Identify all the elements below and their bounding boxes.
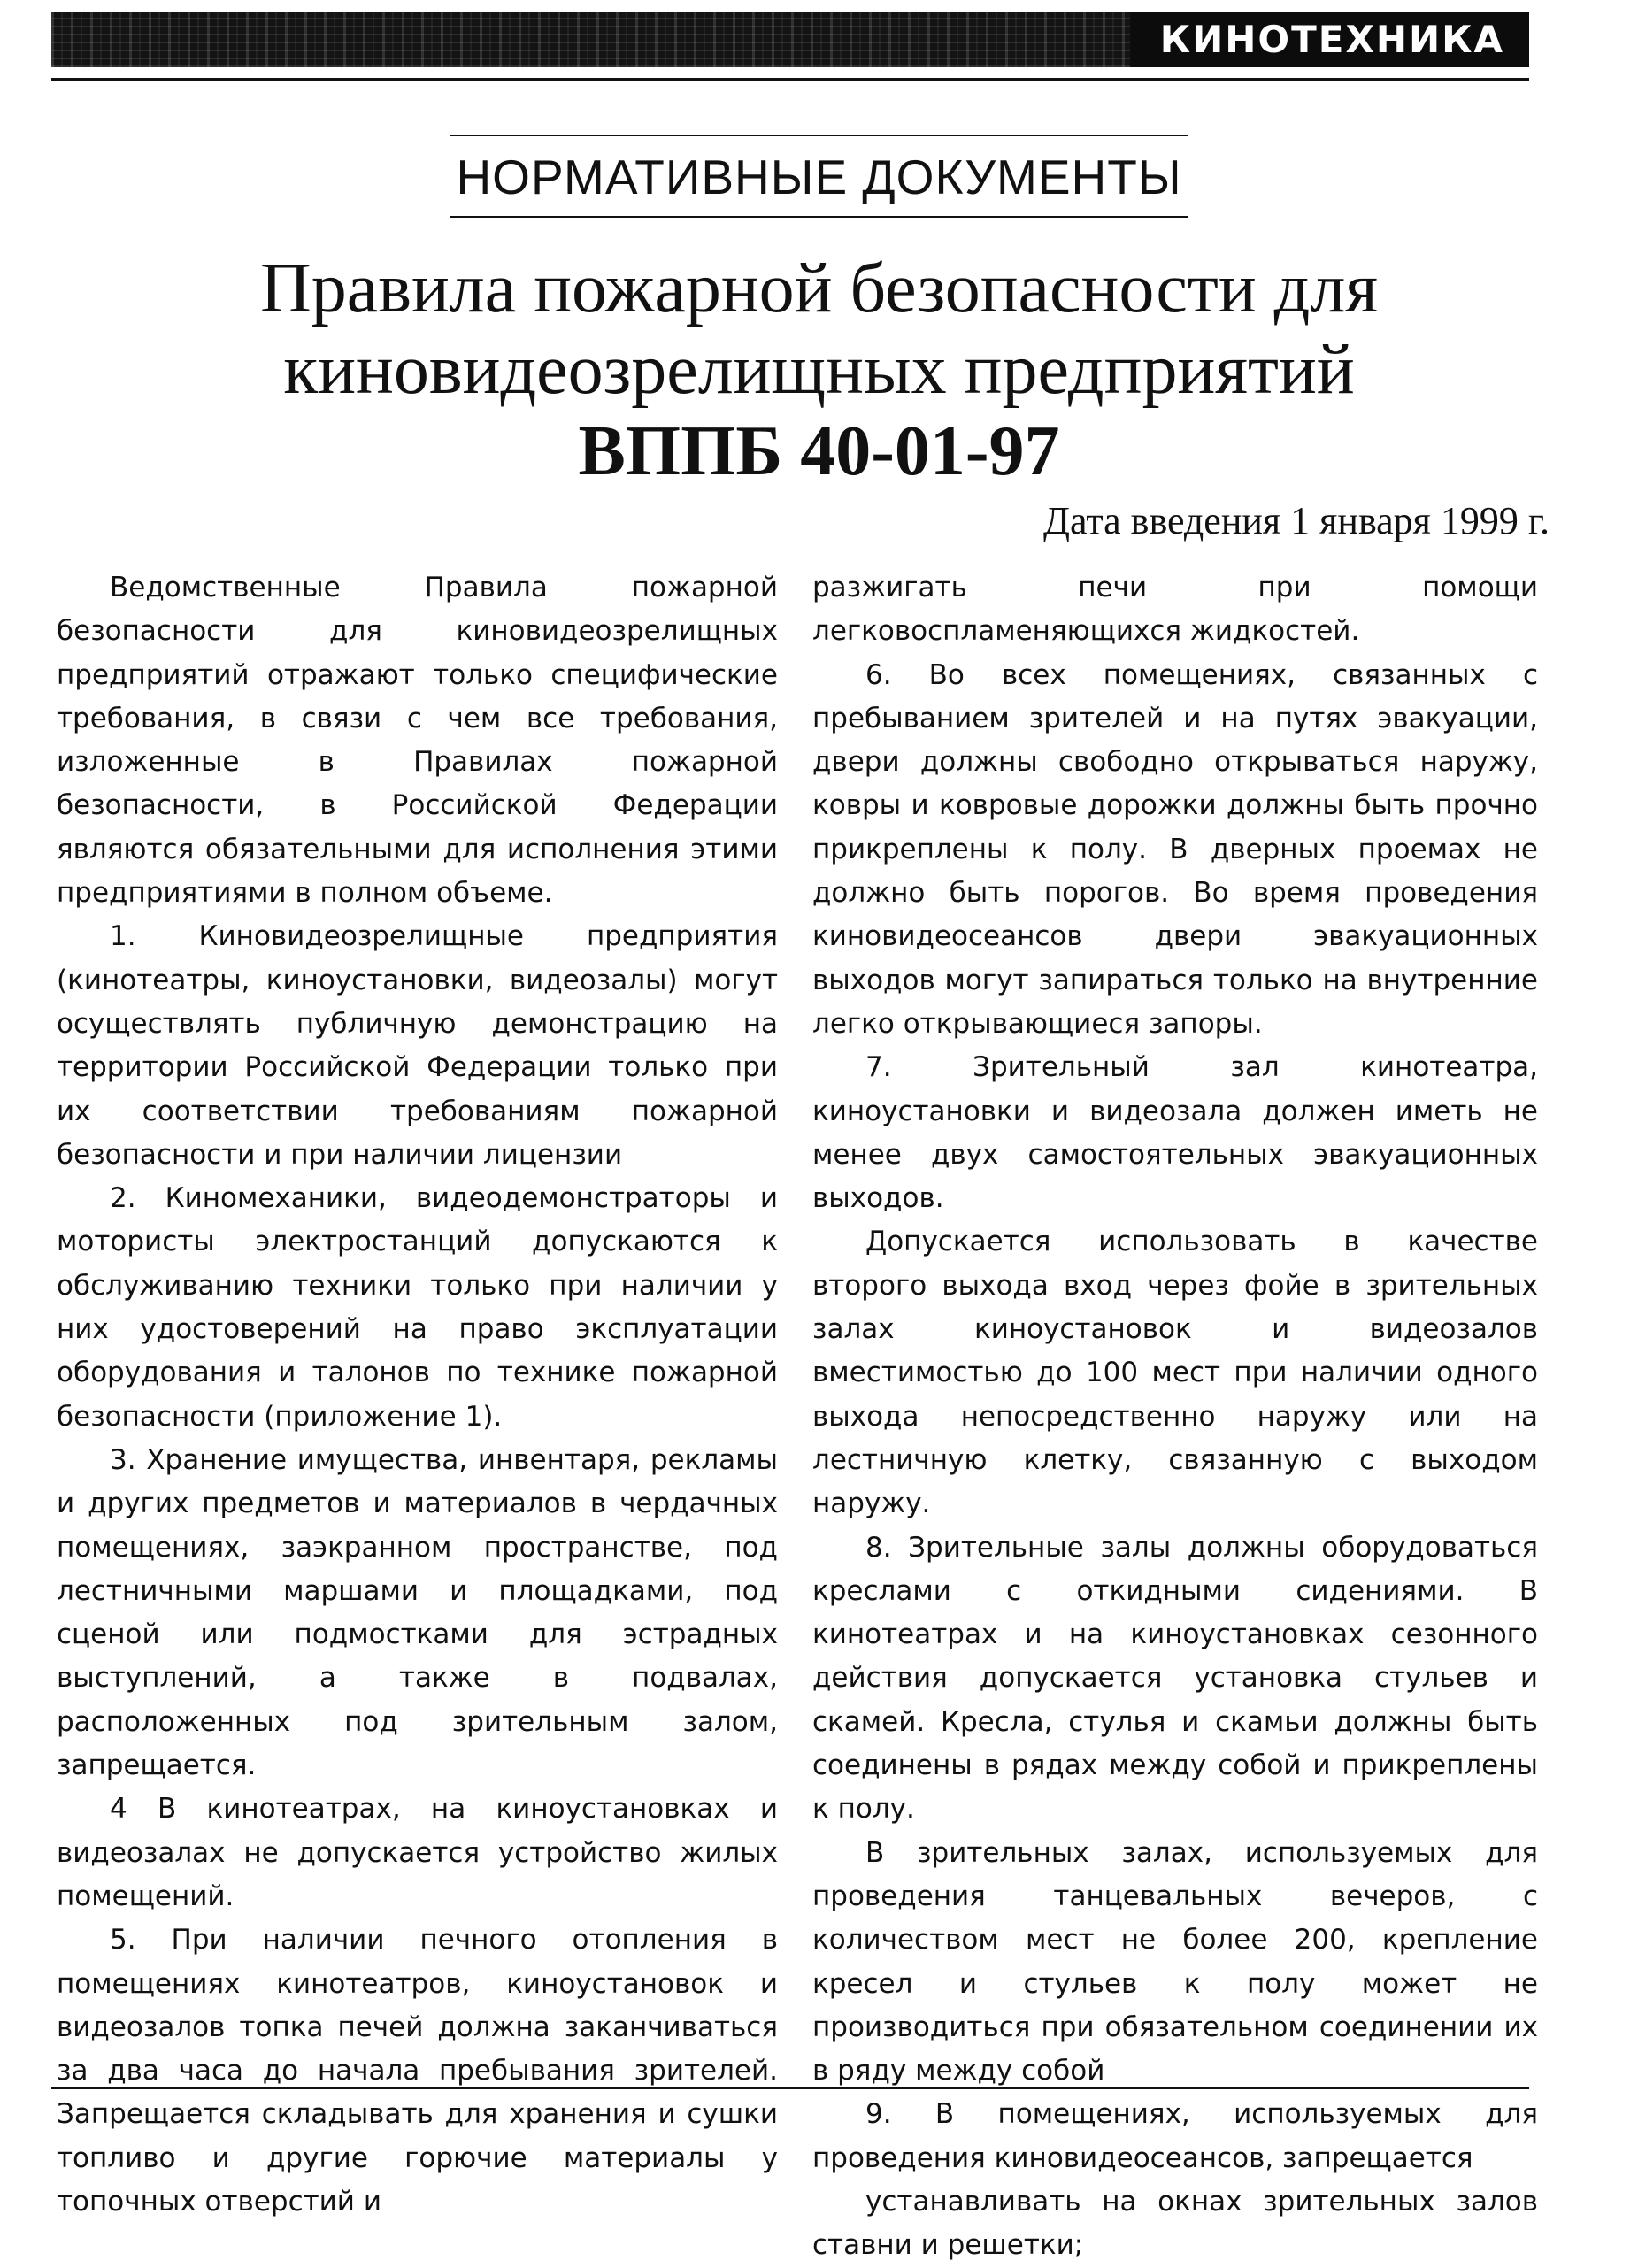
title-line-1: Правила пожарной безопасности для: [259, 250, 1379, 327]
left-column: [57, 566, 778, 2224]
clause-3: 3. Хранение имущества, инвентаря, рекламы и других предметов и материалов в чердачных помещениях, заэкранном пространстве, под лестничными маршами и площадками, под сценой или подмостками для эстрадных выступлений, а также в подвалах, расположенных под зрительным залом, запрещается.: [57, 1443, 778, 1782]
header-band: [51, 12, 1529, 67]
clause-1: 1. Киновидеозрелищные предприятия (кинотеатры, киноустановки, видеозалы) могут осуществлять публичную демонстрацию на территории Российской Федерации только при их соответствии требованиям пожарной безопасности и при наличии лицензии: [57, 920, 778, 1171]
journal-brand: КИНОТЕХНИКА: [1130, 12, 1529, 67]
clause-6: 6. Во всех помещениях, связанных с пребыванием зрителей и на путях эвакуации, двери должны свободно открываться наружу, ковры и ковровые дорожки должны быть прочно прикреплены к полу. В дверных проемах не должно быть порогов. Во время проведения киновидеосеансов двери эвакуационных выходов могут запираться только на внутренние легко открывающиеся запоры.: [812, 658, 1538, 1040]
clause-7: 7. Зрительный зал кинотеатра, киноустановки и видеозала должен иметь не менее двух самостоятельных эвакуационных выходов.: [812, 1051, 1538, 1215]
clause-5: 5. При наличии печного отопления в помещениях кинотеатров, киноустановок и видеозалов топка печей должна заканчиваться за два часа до начала пребывания зрителей. Запрещается складывать для хранения и сушки топливо и другие горючие материалы у топочных отверстий и: [57, 1924, 778, 2218]
footer-rule: [51, 2087, 1529, 2089]
right-column: [812, 566, 1538, 2268]
clause-9: 9. В помещениях, используемых для проведения киновидеосеансов, запрещается: [812, 2098, 1538, 2174]
clause-2: 2. Киномеханики, видеодемонстраторы и мотористы электростанций допускаются к обслуживанию техники только при наличии у них удостоверений на право эксплуатации оборудования и талонов по технике пожарной безопасности (приложение 1).: [57, 1182, 778, 1433]
document-code: ВППБ 40-01-97: [578, 412, 1060, 490]
rubric-wrap: [0, 135, 1638, 218]
section-rubric: НОРМАТИВНЫЕ ДОКУМЕНТЫ: [450, 135, 1187, 218]
clause-5-continuation: разжигать печи при помощи легковоспламеняющихся жидкостей.: [812, 572, 1538, 648]
clause-8: 8. Зрительные залы должны оборудоваться креслами с откидными сидениями. В кинотеатрах и на киноустановках сезонного действия допускается установка стульев и скамей. Кресла, стулья и скамьи должны быть соединены в рядах между собой и прикреплены к полу.: [812, 1531, 1538, 1826]
clause-8-note: В зрительных залах, используемых для проведения танцевальных вечеров, с количеством мест не более 200, крепление кресел и стульев к полу может не производиться при обязательном соединении их в ряду между собой: [812, 1836, 1538, 2087]
clause-9-item: устанавливать на окнах зрительных залов ставни и решетки;: [812, 2185, 1538, 2262]
title-line-2: киновидеозрелищных предприятий: [283, 331, 1355, 409]
header-rule: [51, 78, 1529, 81]
clause-7-note: Допускается использовать в качестве второго выхода вход через фойе в зрительных залах киноустановок и видеозалов вместимостью до 100 мест при наличии одного выхода непосредственно наружу или на лестничную клетку, связанную с выходом наружу.: [812, 1226, 1538, 1520]
clause-4: 4 В кинотеатрах, на киноустановках и видеозалах не допускается устройство жилых помещений.: [57, 1793, 778, 1912]
effective-date: Дата введения 1 января 1999 г.: [1042, 499, 1550, 542]
article-title: [0, 248, 1638, 492]
intro-paragraph: Ведомственные Правила пожарной безопасности для киновидеозрелищных предприятий отражают только специфические требования, в связи с чем все требования, изложенные в Правилах пожарной безопасности, в Российской Федерации являются обязательными для исполнения этими предприятиями в полном объеме.: [57, 572, 778, 910]
